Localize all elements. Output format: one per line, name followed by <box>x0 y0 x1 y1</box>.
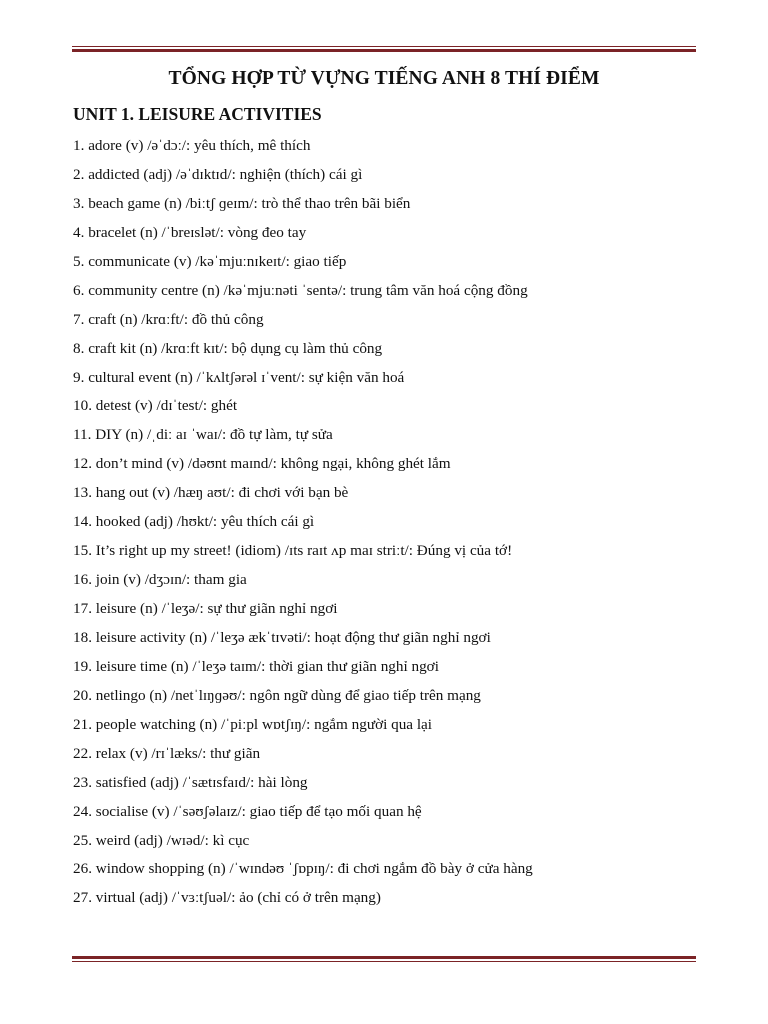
document-title: TỔNG HỢP TỪ VỰNG TIẾNG ANH 8 THÍ ĐIỂM <box>168 68 600 89</box>
vocabulary-entry: 11. DIY (n) /ˌdiː aɪ ˈwaɪ/: đồ tự làm, tự sửa <box>73 426 333 444</box>
vocabulary-entry: 16. join (v) /dʒɔɪn/: tham gia <box>73 571 247 589</box>
vocabulary-entry: 8. craft kit (n) /krɑːft kɪt/: bộ dụng cụ làm thủ công <box>73 339 383 357</box>
vocabulary-entry: 23. satisfied (adj) /ˈsætɪsfaɪd/: hài lòng <box>73 773 308 791</box>
vocabulary-entry: 3. beach game (n) /biːtʃ ɡeɪm/: trò thể thao trên bãi biển <box>73 194 411 212</box>
vocabulary-entry: 4. bracelet (n) /ˈbreɪslət/: vòng đeo tay <box>73 223 307 241</box>
vocabulary-entry: 5. communicate (v) /kəˈmjuːnɪkeɪt/: giao tiếp <box>73 252 347 270</box>
vocabulary-entry: 12. don’t mind (v) /dəʊnt maɪnd/: không ngại, không ghét lắm <box>73 455 451 473</box>
vocabulary-entry: 2. addicted (adj) /əˈdɪktɪd/: nghiện (thích) cái gì <box>73 165 363 183</box>
vocabulary-entry: 10. detest (v) /dɪˈtest/: ghét <box>73 397 238 415</box>
vocabulary-entry: 6. community centre (n) /kəˈmjuːnəti ˈsentə/: trung tâm văn hoá cộng đồng <box>73 281 528 299</box>
vocabulary-entry: 9. cultural event (n) /ˈkʌltʃərəl ɪˈvent/: sự kiện văn hoá <box>73 368 405 386</box>
vocabulary-entry: 17. leisure (n) /ˈleʒə/: sự thư giãn nghỉ ngơi <box>73 600 338 617</box>
vocabulary-entry: 24. socialise (v) /ˈsəʊʃəlaɪz/: giao tiếp để tạo mối quan hệ <box>73 802 422 820</box>
top-border-rule <box>72 46 696 52</box>
unit-heading: UNIT 1. LEISURE ACTIVITIES <box>73 104 322 124</box>
vocabulary-entry: 27. virtual (adj) /ˈvɜːtʃuəl/: ảo (chỉ có ở trên mạng) <box>73 889 381 907</box>
vocabulary-entry: 19. leisure time (n) /ˈleʒə taɪm/: thời gian thư giãn nghỉ ngơi <box>73 657 439 675</box>
vocabulary-entry: 7. craft (n) /krɑːft/: đồ thủ công <box>73 310 264 328</box>
vocabulary-entry: 22. relax (v) /rɪˈlæks/: thư giãn <box>73 744 261 762</box>
vocabulary-entry: 25. weird (adj) /wɪəd/: kì cục <box>73 831 250 849</box>
vocabulary-entry: 26. window shopping (n) /ˈwɪndəʊ ˈʃɒpɪŋ/: đi chơi ngắm đồ bày ở cửa hàng <box>73 860 533 878</box>
vocabulary-entry: 13. hang out (v) /hæŋ aʊt/: đi chơi với bạn bè <box>73 484 349 502</box>
vocabulary-entry: 1. adore (v) /əˈdɔː/: yêu thích, mê thích <box>73 137 311 154</box>
vocabulary-entry: 14. hooked (adj) /hʊkt/: yêu thích cái gì <box>73 513 315 531</box>
vocabulary-entry: 18. leisure activity (n) /ˈleʒə ækˈtɪvəti/: hoạt động thư giãn nghỉ ngơi <box>73 628 491 646</box>
vocabulary-entry: 21. people watching (n) /ˈpiːpl wɒtʃɪŋ/: ngắm người qua lại <box>73 715 433 733</box>
vocabulary-list <box>73 135 693 916</box>
vocabulary-entry: 15. It’s right up my street! (idiom) /ɪts raɪt ʌp maɪ striːt/: Đúng vị của tớ! <box>73 542 513 560</box>
bottom-border-rule <box>72 956 696 962</box>
vocabulary-entry: 20. netlingo (n) /netˈlɪŋɡəʊ/: ngôn ngữ dùng để giao tiếp trên mạng <box>73 686 481 704</box>
